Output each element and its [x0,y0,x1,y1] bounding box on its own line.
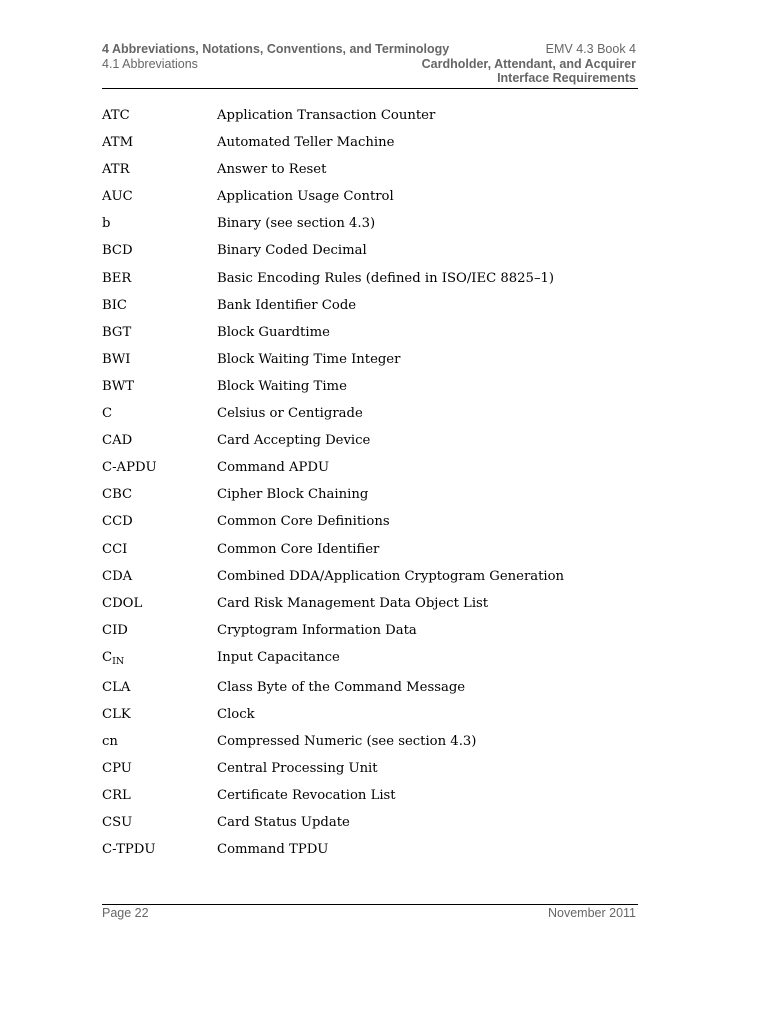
abbreviation-row [102,108,642,135]
abbreviation-term [102,815,132,830]
abbreviation-row [102,325,642,352]
abbreviation-definition: Command APDU [217,460,330,476]
abbreviation-definition: Basic Encoding Rules (defined in ISO/IEC 8825–1) [217,270,555,286]
abbreviation-term [102,842,155,857]
abbreviation-definition: Automated Teller Machine [217,135,395,151]
abbreviation-row [102,761,642,788]
document-title: EMV 4.3 Book 4 [545,42,636,56]
abbreviation-term [102,569,132,584]
abbreviation-definition: Block Guardtime [217,324,330,340]
publication-date: November 2011 [547,906,636,920]
abbreviation-term-text: ATC [102,108,130,123]
abbreviation-definition: Celsius or Centigrade [217,406,363,422]
abbreviation-term-text: CID [102,622,128,638]
abbreviation-term-text: BER [102,270,132,286]
abbreviation-term-text: cn [102,734,118,750]
abbreviation-definition: Answer to Reset [217,162,327,178]
abbreviation-definition: Input Capacitance [217,649,340,665]
header-left [102,42,449,71]
abbreviation-term-text: ATM [102,135,134,151]
abbreviation-row [102,243,642,270]
abbreviation-row [102,788,642,815]
abbreviation-definition: Card Risk Management Data Object List [217,595,489,611]
abbreviation-row [102,734,642,761]
abbreviation-row [102,162,642,189]
abbreviation-definition: Central Processing Unit [217,761,378,777]
page-header [102,42,638,89]
abbreviation-row [102,487,642,514]
header-right [422,42,636,86]
abbreviation-definition: Class Byte of the Command Message [217,679,466,695]
abbreviation-row [102,433,642,460]
abbreviation-row [102,271,642,298]
abbreviation-term [102,325,131,340]
abbreviation-term [102,596,142,611]
abbreviation-term [102,542,127,557]
abbreviation-definition: Cipher Block Chaining [217,487,369,503]
abbreviation-term [102,761,132,776]
abbreviation-row [102,680,642,707]
abbreviation-term [102,352,130,367]
abbreviation-row [102,842,642,869]
abbreviation-term [102,216,110,231]
abbreviation-term-text: BWI [102,351,131,367]
book-subtitle-line1: Cardholder, Attendant, and Acquirer [421,56,636,71]
abbreviation-term [102,707,131,722]
abbreviation-term-text: CCD [102,514,133,530]
abbreviation-term [102,243,133,258]
abbreviation-term [102,379,134,394]
page-footer [102,904,638,920]
abbreviation-definition: Common Core Definitions [217,514,390,530]
abbreviation-term [102,271,131,286]
abbreviation-row [102,815,642,842]
abbreviation-term [102,460,157,475]
abbreviation-term-text: CLK [102,706,131,722]
abbreviation-row [102,460,642,487]
page-number: Page 22 [102,906,149,920]
abbreviation-definition: Cryptogram Information Data [217,622,417,638]
abbreviation-term-text: CAD [102,433,133,449]
abbreviation-term [102,680,130,695]
abbreviation-row [102,189,642,216]
abbreviation-row [102,514,642,541]
abbreviation-row [102,352,642,379]
abbreviation-term-subscript: IN [112,655,125,667]
abbreviation-term [102,298,127,313]
abbreviation-definition: Application Transaction Counter [217,108,436,123]
abbreviation-definition: Block Waiting Time [217,378,347,394]
abbreviation-term [102,135,133,150]
abbreviation-term-text: CCI [102,541,128,557]
abbreviation-row [102,298,642,325]
abbreviation-row [102,623,642,650]
abbreviation-term [102,734,118,749]
abbreviation-term [102,108,130,123]
abbreviation-definition: Block Waiting Time Integer [217,351,401,367]
chapter-title: 4 Abbreviations, Notations, Conventions, and Terminology [102,42,450,56]
abbreviation-term-text: C [102,406,113,422]
abbreviation-row [102,542,642,569]
abbreviation-row [102,216,642,243]
abbreviation-definition: Clock [217,706,255,722]
abbreviation-definition: Card Status Update [217,815,350,831]
abbreviation-term [102,514,133,529]
abbreviation-term-text: ATR [102,162,130,178]
abbreviation-definition: Application Usage Control [217,189,394,205]
abbreviation-term [102,487,132,502]
abbreviation-definition: Binary Coded Decimal [217,243,367,259]
abbreviation-term-text: AUC [102,189,133,205]
abbreviation-term-text: BCD [102,243,133,259]
abbreviation-term [102,623,128,638]
abbreviation-term-text: BGT [102,324,132,340]
abbreviation-term-text: C-TPDU [102,842,156,858]
abbreviation-definition: Bank Identifier Code [217,297,357,313]
abbreviation-term [102,433,132,448]
abbreviation-term-text: CDOL [102,595,143,611]
abbreviation-term-text: CSU [102,815,133,831]
abbreviation-definition: Combined DDA/Application Cryptogram Generation [217,568,565,584]
abbreviation-term [102,788,131,803]
abbreviation-term [102,406,112,421]
abbreviation-definition: Certificate Revocation List [217,788,396,804]
abbreviation-term-text: b [102,216,111,232]
abbreviation-row [102,569,642,596]
abbreviation-definition: Common Core Identifier [217,541,380,557]
abbreviation-term-text: BIC [102,297,127,313]
abbreviation-row [102,379,642,406]
abbreviation-definition: Command TPDU [217,842,329,858]
book-subtitle-line2: Interface Requirements [497,71,636,85]
abbreviation-term-text: CPU [102,761,132,777]
abbreviation-definition: Compressed Numeric (see section 4.3) [217,734,477,750]
abbreviation-row [102,650,642,680]
abbreviations-list [102,108,642,870]
abbreviation-row [102,707,642,734]
abbreviation-definition: Card Accepting Device [217,433,371,449]
abbreviation-term-text: C-APDU [102,460,157,476]
abbreviation-term-text: CDA [102,568,133,584]
abbreviation-row [102,135,642,162]
abbreviation-term-text: CRL [102,788,131,804]
abbreviation-term-text: CLA [102,679,131,695]
abbreviation-term-text: C [102,649,113,665]
abbreviation-definition: Binary (see section 4.3) [217,216,376,232]
section-title: 4.1 Abbreviations [102,56,198,71]
abbreviation-row [102,406,642,433]
abbreviation-term [102,162,130,177]
abbreviation-term-text: BWT [102,378,135,394]
abbreviation-row [102,596,642,623]
abbreviation-term-text: CBC [102,487,133,503]
abbreviation-term [102,650,124,667]
abbreviation-term [102,189,133,204]
